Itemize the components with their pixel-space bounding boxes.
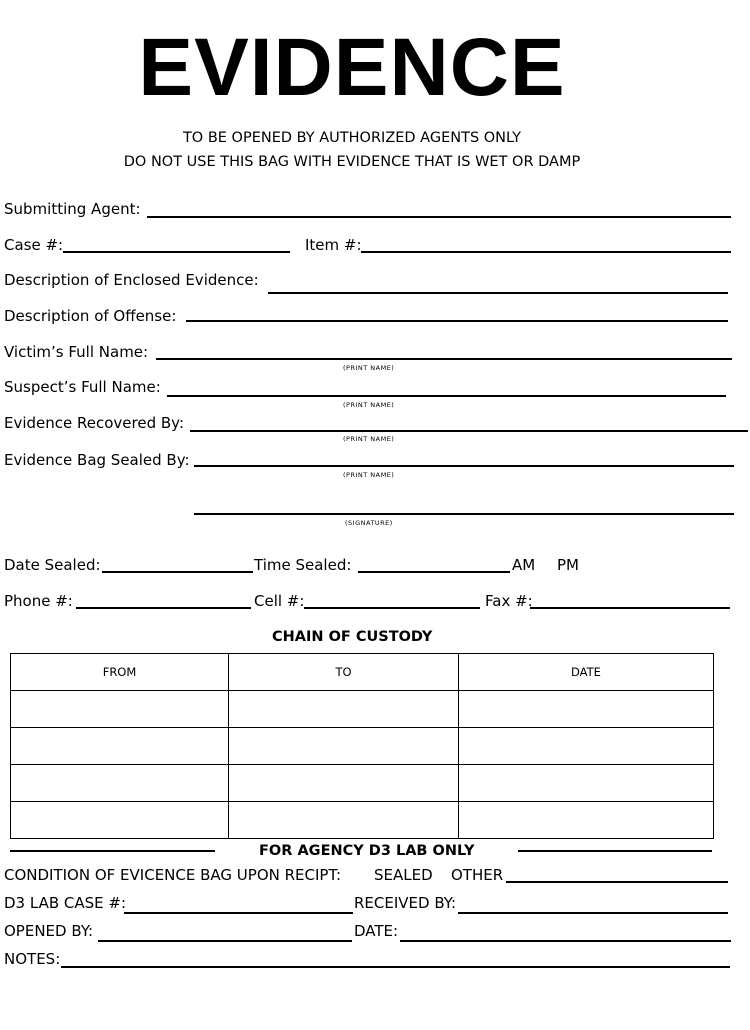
custody-cell-date[interactable] bbox=[459, 691, 714, 728]
table-header-row bbox=[11, 654, 714, 691]
form-title: EVIDENCE bbox=[138, 22, 566, 113]
item-number-label: Item #: bbox=[305, 236, 362, 254]
sealed-print-name-hint: (PRINT NAME) bbox=[343, 471, 395, 479]
desc-evidence-label: Description of Enclosed Evidence: bbox=[4, 271, 259, 289]
victim-name-label: Victim’s Full Name: bbox=[4, 343, 149, 361]
notes-label: NOTES: bbox=[4, 950, 61, 968]
item-number-line[interactable] bbox=[361, 251, 731, 253]
submitting-agent-label: Submitting Agent: bbox=[4, 200, 141, 218]
desc-offense-line[interactable] bbox=[186, 320, 728, 322]
recovered-by-line[interactable] bbox=[190, 430, 748, 432]
lab-divider-left bbox=[10, 850, 215, 852]
lab-date-label: DATE: bbox=[354, 922, 399, 940]
received-by-line[interactable] bbox=[458, 912, 728, 914]
custody-cell-from[interactable] bbox=[11, 728, 229, 765]
pm-option[interactable]: PM bbox=[557, 556, 579, 574]
custody-cell-date[interactable] bbox=[459, 728, 714, 765]
column-header-date: DATE bbox=[459, 654, 714, 691]
cell-label: Cell #: bbox=[254, 592, 305, 610]
subtitle-wet-warning: DO NOT USE THIS BAG WITH EVIDENCE THAT IS WET OR DAMP bbox=[123, 154, 581, 170]
table-row bbox=[11, 765, 714, 802]
phone-label: Phone #: bbox=[4, 592, 73, 610]
chain-of-custody-table bbox=[10, 653, 714, 839]
lab-date-line[interactable] bbox=[400, 940, 731, 942]
column-header-to: TO bbox=[229, 654, 459, 691]
phone-line[interactable] bbox=[76, 607, 251, 609]
sealed-option[interactable]: SEALED bbox=[374, 866, 433, 884]
lab-case-line[interactable] bbox=[124, 912, 353, 914]
table-row bbox=[11, 802, 714, 839]
recovered-by-label: Evidence Recovered By: bbox=[4, 414, 185, 432]
am-option[interactable]: AM bbox=[512, 556, 536, 574]
opened-by-line[interactable] bbox=[98, 940, 352, 942]
signature-hint: (SIGNATURE) bbox=[345, 519, 393, 527]
signature-line[interactable] bbox=[194, 513, 734, 515]
case-number-line[interactable] bbox=[63, 251, 290, 253]
victim-name-line[interactable] bbox=[156, 358, 732, 360]
time-sealed-line[interactable] bbox=[358, 571, 510, 573]
custody-cell-to[interactable] bbox=[229, 691, 459, 728]
sealed-by-label: Evidence Bag Sealed By: bbox=[4, 451, 190, 469]
desc-offense-label: Description of Offense: bbox=[4, 307, 177, 325]
condition-label: CONDITION OF EVICENCE BAG UPON RECIPT: bbox=[4, 866, 342, 884]
date-sealed-label: Date Sealed: bbox=[4, 556, 101, 574]
other-line[interactable] bbox=[506, 881, 728, 883]
opened-by-label: OPENED BY: bbox=[4, 922, 94, 940]
notes-line[interactable] bbox=[61, 966, 730, 968]
fax-line[interactable] bbox=[530, 607, 730, 609]
custody-cell-from[interactable] bbox=[11, 691, 229, 728]
case-number-label: Case #: bbox=[4, 236, 64, 254]
sealed-by-line[interactable] bbox=[194, 465, 734, 467]
custody-cell-from[interactable] bbox=[11, 802, 229, 839]
time-sealed-label: Time Sealed: bbox=[254, 556, 352, 574]
lab-section-title: FOR AGENCY D3 LAB ONLY bbox=[259, 843, 475, 859]
custody-cell-to[interactable] bbox=[229, 728, 459, 765]
cell-line[interactable] bbox=[304, 607, 480, 609]
fax-label: Fax #: bbox=[485, 592, 533, 610]
victim-print-name-hint: (PRINT NAME) bbox=[343, 364, 395, 372]
column-header-from: FROM bbox=[11, 654, 229, 691]
custody-cell-to[interactable] bbox=[229, 802, 459, 839]
custody-cell-date[interactable] bbox=[459, 765, 714, 802]
chain-of-custody-title: CHAIN OF CUSTODY bbox=[272, 629, 433, 645]
table-row bbox=[11, 691, 714, 728]
submitting-agent-line[interactable] bbox=[147, 216, 731, 218]
received-by-label: RECEIVED BY: bbox=[354, 894, 457, 912]
lab-case-label: D3 LAB CASE #: bbox=[4, 894, 127, 912]
suspect-name-label: Suspect’s Full Name: bbox=[4, 378, 161, 396]
custody-cell-date[interactable] bbox=[459, 802, 714, 839]
other-option[interactable]: OTHER bbox=[451, 866, 504, 884]
suspect-name-line[interactable] bbox=[167, 395, 726, 397]
recovered-print-name-hint: (PRINT NAME) bbox=[343, 435, 395, 443]
custody-cell-to[interactable] bbox=[229, 765, 459, 802]
date-sealed-line[interactable] bbox=[102, 571, 253, 573]
suspect-print-name-hint: (PRINT NAME) bbox=[343, 401, 395, 409]
lab-divider-right bbox=[518, 850, 712, 852]
desc-evidence-line[interactable] bbox=[268, 292, 728, 294]
table-row bbox=[11, 728, 714, 765]
subtitle-authorized: TO BE OPENED BY AUTHORIZED AGENTS ONLY bbox=[182, 130, 522, 146]
custody-cell-from[interactable] bbox=[11, 765, 229, 802]
